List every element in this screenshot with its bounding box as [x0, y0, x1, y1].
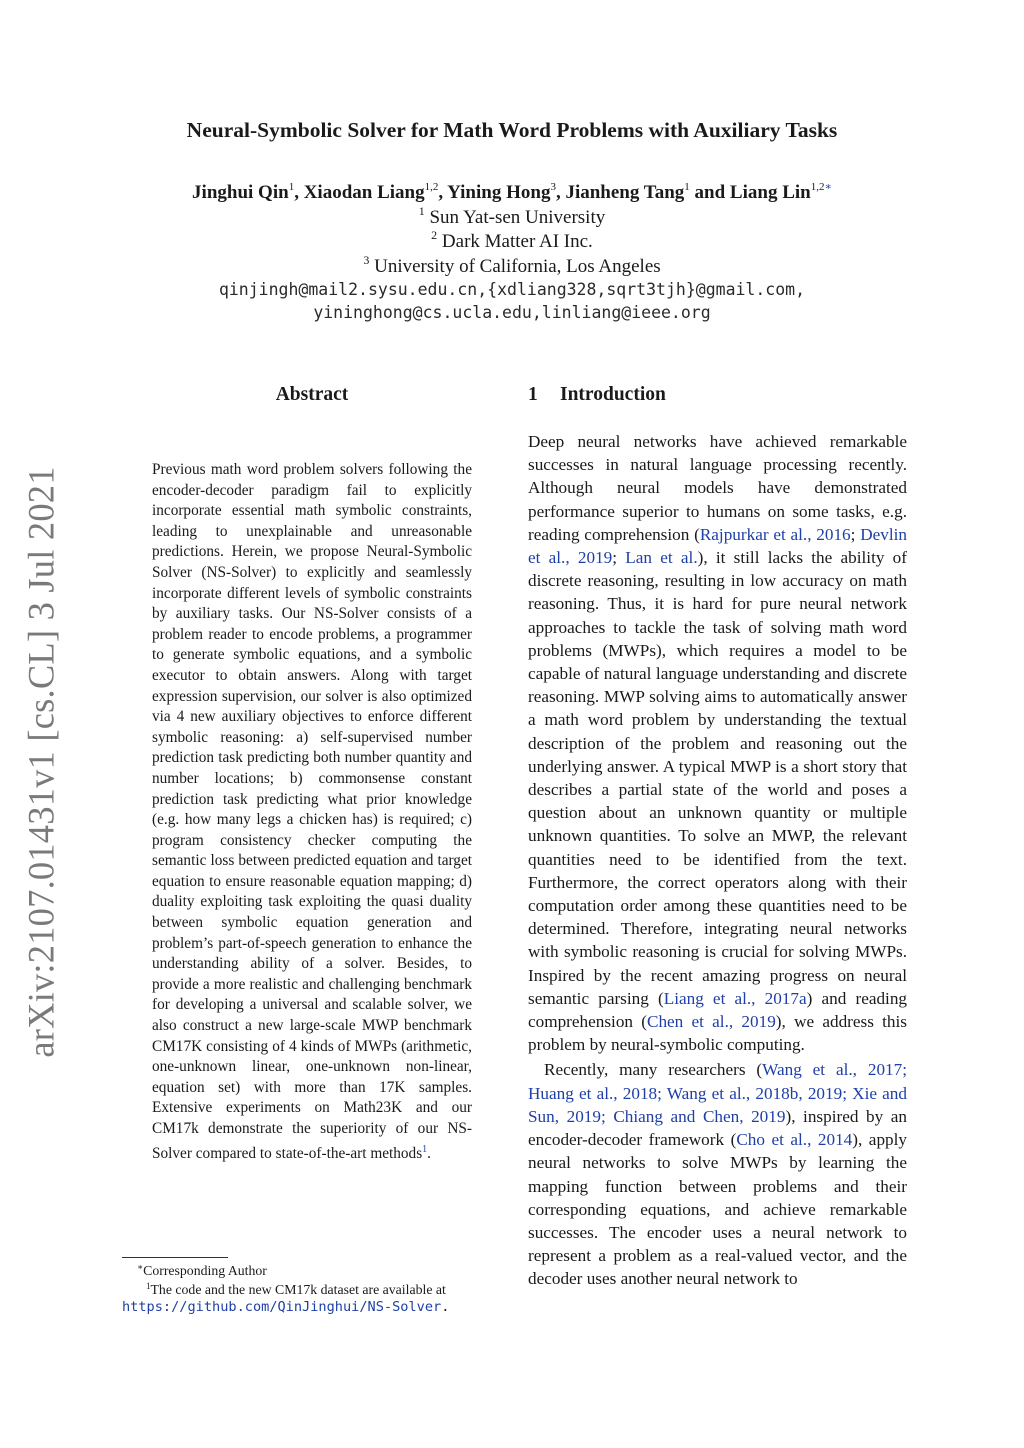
- author-affil-mark: 1,2∗: [810, 181, 832, 193]
- citation-link[interactable]: Chen et al., 2019: [646, 1012, 776, 1032]
- section-heading-introduction: [528, 384, 666, 406]
- author-name: Liang Lin: [729, 182, 811, 203]
- author-affil-mark: 1,2: [424, 181, 439, 193]
- section-title: Introduction: [560, 384, 666, 405]
- introduction-body: [528, 430, 907, 1291]
- citation-link[interactable]: Devlin et al., 2019: [528, 524, 907, 568]
- paragraph: Deep neural networks have achieved remarkable successes in natural language processing recently. Although neural models have demonstrated performance superior to humans on some tasks, e.g. reading comprehension (Rajpurkar et al., 2016; Devlin et al., 2019; Lan et al.), it still lacks the ability of discrete reasoning, resulting in low accuracy on math reasoning. Thus, it is hard for pure neural network approaches to tackle the task of solving math word problems (MWPs), which requires a model to be capable of natural language understanding and discrete reasoning. MWP solving aims to automatically answer a math word problem by understanding the textual description of the problem and reasoning out the underlying answer. A typical MWP is a short story that describes a partial state of the world and poses a question about an unknown quantity or multiple unknown quantities. To solve an MWP, the relevant quantities need to be identified from the text. Furthermore, the correct operators along with their computation order among these quantities need to be determined. Therefore, integrating neural networks with symbolic reasoning is crucial for solving MWPs. Inspired by the recent amazing progress on neural semantic parsing (Liang et al., 2017a) and reading comprehension (Chen et al., 2019), we address this problem by neural-symbolic computing.: [528, 432, 908, 1055]
- author-name: Xiaodan Liang: [303, 182, 425, 203]
- citation-link[interactable]: Rajpurkar et al., 2016: [699, 524, 851, 544]
- author-affil-mark: 1: [288, 181, 295, 193]
- corresponding-author-mark[interactable]: ∗: [824, 181, 832, 193]
- author-name: Yining Hong: [447, 182, 551, 203]
- author-list: Jinghui Qin$^1$, Xiaodan Liang$^{1,2}$, Yining Hong$^3$, Jianheng Tang$^1$ and Liang Lin$^{1,2∗}$: [192, 181, 832, 203]
- paragraph: Recently, many researchers (Wang et al., 2017; Huang et al., 2018; Wang et al., 2018b, 2019; Xie and Sun, 2019; Chiang and Chen, 2019), inspired by an encoder-decoder framework (Cho et al., 2014), apply neural networks to solve MWPs by learning the mapping function between problems and their corresponding equations, and achieve remarkable successes. The encoder uses a neural network to represent a problem as a real-valued vector, and the decoder uses another neural network to: [528, 1060, 907, 1289]
- citation-link[interactable]: Wang et al., 2017; Huang et al., 2018; Wang et al., 2018b, 2019; Xie and Sun, 2019; Chiang and Chen, 2019: [528, 1060, 907, 1126]
- author-name: Jinghui Qin: [192, 182, 289, 203]
- author-emails: qinjingh@mail2.sysu.edu.cn,{xdliang328,sqrt3tjh}@gmail.com,: [218, 280, 806, 299]
- github-link[interactable]: https://github.com/QinJinghui/NS-Solver: [122, 1299, 442, 1315]
- abstract-heading: Abstract: [275, 384, 349, 405]
- footnote-link[interactable]: 1: [422, 1143, 428, 1155]
- affiliation: $^2$ Dark Matter AI Inc.: [431, 228, 593, 252]
- paper-title: Neural-Symbolic Solver for Math Word Problems with Auxiliary Tasks: [186, 118, 838, 142]
- citation-link[interactable]: Cho et al., 2014: [736, 1130, 853, 1150]
- arxiv-identifier: arXiv:2107.01431v1 [cs.CL] 3 Jul 2021: [20, 466, 62, 1058]
- affiliation: $^3$ University of California, Los Angeles: [363, 253, 661, 277]
- abstract-text: Previous math word problem solvers following the encoder-decoder paradigm fail to explicitly incorporate essential math symbolic constraints, leading to unexplainable and unreasonable predictions. Herein, we propose Neural-Symbolic Solver (NS-Solver) to explicitly and seamlessly incorporate different levels of symbolic constraints by auxiliary tasks. Our NS-Solver consists of a problem reader to encode problems, a programmer to generate symbolic equations, and a symbolic executor to obtain answers. Along with target expression supervision, our solver is also optimized via 4 new auxiliary objectives to enforce different symbolic reasoning: a) self-supervised number prediction task predicting both number quantity and number locations; b) commonsense constant prediction task predicting what prior knowledge (e.g. how many legs a chicken has) is required; c) program consistency checker computing the semantic loss between predicted equation and target equation to ensure reasonable equation mapping; d) duality exploiting task exploiting the quasi duality between symbolic equation generation and problem’s part-of-speech generation to enhance the understanding ability of a solver. Besides, to provide a more realistic and challenging benchmark for developing a universal and scalable solver, we also construct a new large-scale MWP benchmark CM17K consisting of 4 kinds of MWPs (arithmetic, one-unknown linear, one-unknown non-linear, equation set) with more than 17K samples. Extensive experiments on Math23K and our CM17k demonstrate the superiority of our NS-Solver compared to state-of-the-art methods$^1$.: [152, 461, 472, 1162]
- author-affil-mark: 3: [550, 181, 556, 193]
- arxiv-side-stamp: [16, 466, 66, 1058]
- author-affil-mark: 1: [684, 181, 690, 193]
- footnote-divider: [122, 1257, 228, 1258]
- author-name: Jianheng Tang: [565, 182, 685, 203]
- affiliation: $^1$ Sun Yat-sen University: [418, 204, 606, 228]
- section-number: 1: [528, 384, 538, 405]
- author-emails: yininghong@cs.ucla.edu,linliang@ieee.org: [313, 303, 711, 322]
- footnote-corresponding: ∗Corresponding Author: [137, 1262, 267, 1278]
- footnote-code: $^1$The code and the new CM17k dataset are available at: [146, 1281, 446, 1297]
- citation-link[interactable]: Liang et al., 2017a: [663, 988, 807, 1008]
- citation-link[interactable]: Lan et al.: [625, 548, 698, 568]
- footnote-code-url: https://github.com/QinJinghui/NS-Solver.: [122, 1299, 450, 1315]
